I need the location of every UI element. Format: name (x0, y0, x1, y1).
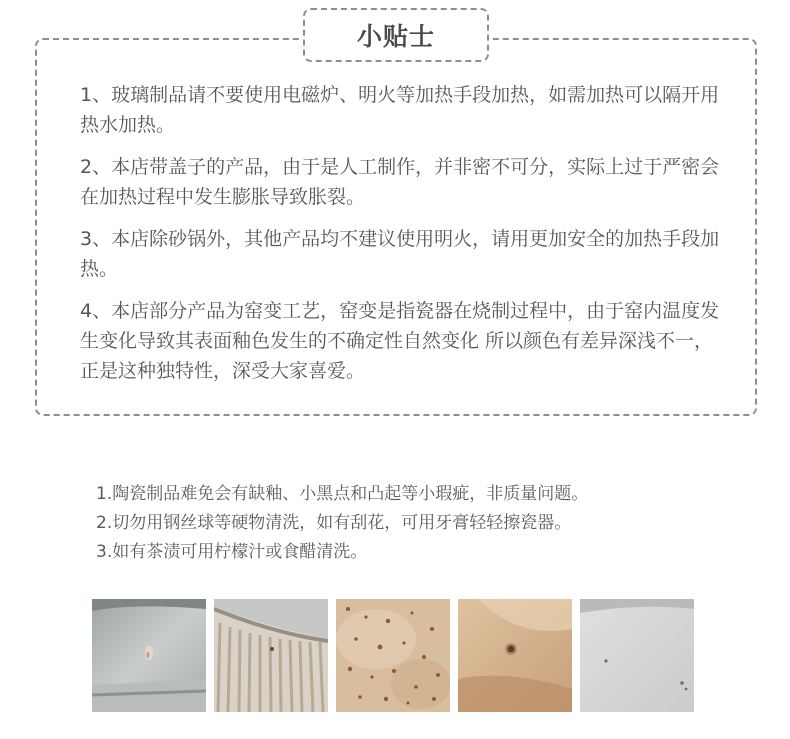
tip-item-1: 1、玻璃制品请不要使用电磁炉、明火等加热手段加热，如需加热可以隔开用热水加热。 (80, 84, 720, 136)
defect-photo-dark-spot (458, 599, 572, 712)
defect-photo-strip (92, 599, 696, 712)
note-item-3: 3.如有茶渍可用柠檬汁或食醋清洗。 (96, 542, 368, 562)
tip-item-4: 4、本店部分产品为窑变工艺，窑变是指瓷器在烧制过程中，由于窑内温度发生变化导致其表面釉色发生的不确定性自然变化 所以颜色有差异深浅不一，正是这种独特性，深受大家喜爱。 (80, 300, 720, 382)
defect-photo-bowl-rim (214, 599, 328, 712)
defect-photo-tiny-spots (580, 599, 694, 712)
tips-list (80, 80, 730, 398)
tip-item-2: 2、本店带盖子的产品，由于是人工制作，并非密不可分，实际上过于严密会在加热过程中发生膨胀导致胀裂。 (80, 156, 720, 208)
tip-item-3: 3、本店除砂锅外，其他产品均不建议使用明火，请用更加安全的加热手段加热。 (80, 228, 720, 280)
tips-title: 小贴士 (303, 8, 489, 62)
note-item-2: 2.切勿用钢丝球等硬物清洗，如有刮花，可用牙膏轻轻擦瓷器。 (96, 513, 572, 533)
note-item-1: 1.陶瓷制品难免会有缺釉、小黑点和凸起等小瑕疵，非质量问题。 (96, 484, 589, 504)
defect-photo-grey-glaze (92, 599, 206, 712)
care-notes (96, 480, 588, 567)
defect-photo-speckled-glaze (336, 599, 450, 712)
